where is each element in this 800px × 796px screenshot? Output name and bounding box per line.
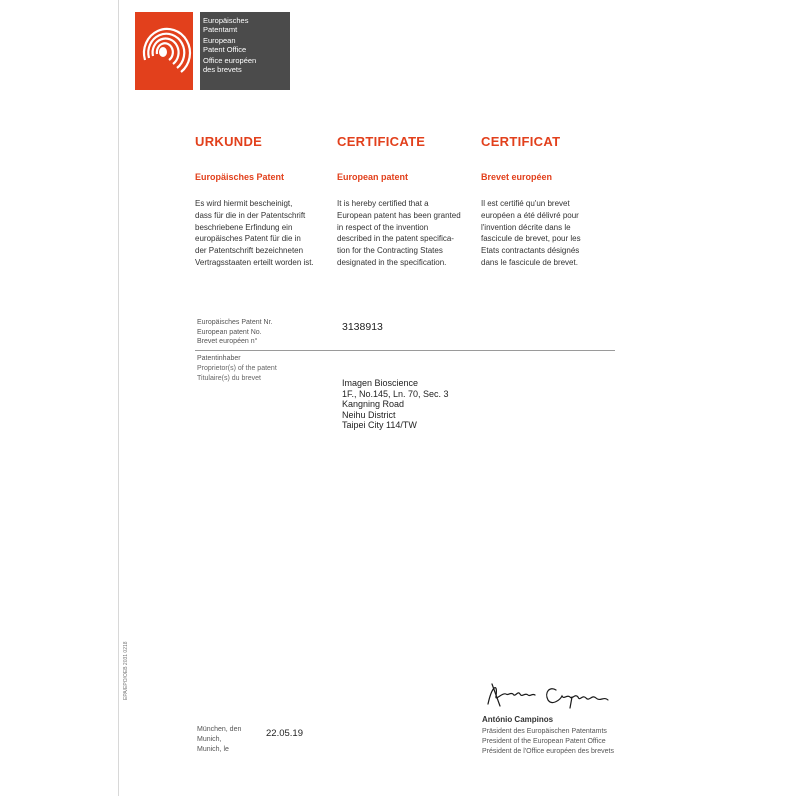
subheading-french: Brevet européen bbox=[481, 172, 553, 182]
handwritten-signature bbox=[482, 678, 622, 710]
heading-urkunde: URKUNDE bbox=[195, 134, 263, 149]
issue-place-label: München, den Munich, Munich, le bbox=[197, 726, 242, 753]
epo-logo-text bbox=[200, 12, 290, 90]
body-german: Es wird hiermit bescheinigt, dass für die in der Patentschrift beschriebene Erfindung ein europäisches Patent für die in der Patentschrift bezeichneten Vertragsstaaten erteilt worden ist. bbox=[195, 199, 314, 267]
body-french: Il est certifié qu'un brevet européen a été délivré pour l'invention décrite dans le fascicule de brevet, pour les Etats contractants désignés dans le fascicule de brevet. bbox=[481, 199, 581, 267]
epo-logo-icon bbox=[135, 12, 193, 90]
patent-number-label: Europäisches Patent Nr. European patent No. Brevet européen n° bbox=[197, 319, 273, 345]
divider-line bbox=[195, 350, 615, 351]
logo-line: Patentamt bbox=[203, 25, 238, 34]
proprietor-label-fr: Titulaire(s) du brevet bbox=[197, 375, 261, 382]
proprietor-label-en: Proprietor(s) of the patent bbox=[197, 365, 277, 372]
body-english: It is hereby certified that a European patent has been granted in respect of the invention described in the patent specifica- tion for the Contracting States designated in the specification. bbox=[337, 199, 461, 267]
signatory-name: António Campinos bbox=[482, 715, 554, 724]
proprietor-address: Imagen Bioscience 1F., No.145, Ln. 70, Sec. 3 Kangning Road Neihu District Taipei City 114/TW bbox=[342, 378, 449, 431]
logo-line: Europäisches bbox=[203, 16, 249, 25]
logo-line: European bbox=[203, 36, 236, 45]
logo-line: Office européen bbox=[203, 56, 257, 65]
page-edge bbox=[118, 0, 119, 796]
subheading-english: European patent bbox=[337, 172, 409, 182]
proprietor-label-de: Patentinhaber bbox=[197, 355, 241, 362]
subheading-german: Europäisches Patent bbox=[195, 172, 285, 182]
issue-date: 22.05.19 bbox=[266, 728, 303, 739]
heading-certificate: CERTIFICATE bbox=[337, 134, 426, 149]
patent-number: 3138913 bbox=[342, 321, 383, 333]
form-code: EPA/EPO/OEB 2031 0218 bbox=[123, 641, 129, 700]
logo-line: des brevets bbox=[203, 65, 242, 74]
heading-certificat: CERTIFICAT bbox=[481, 134, 561, 149]
epo-logo-mark bbox=[135, 12, 193, 90]
logo-line: Patent Office bbox=[203, 45, 247, 54]
signatory-title: Präsident des Europäischen Patentamts President of the European Patent Office Président de l'Office européen des brevets bbox=[482, 728, 614, 755]
